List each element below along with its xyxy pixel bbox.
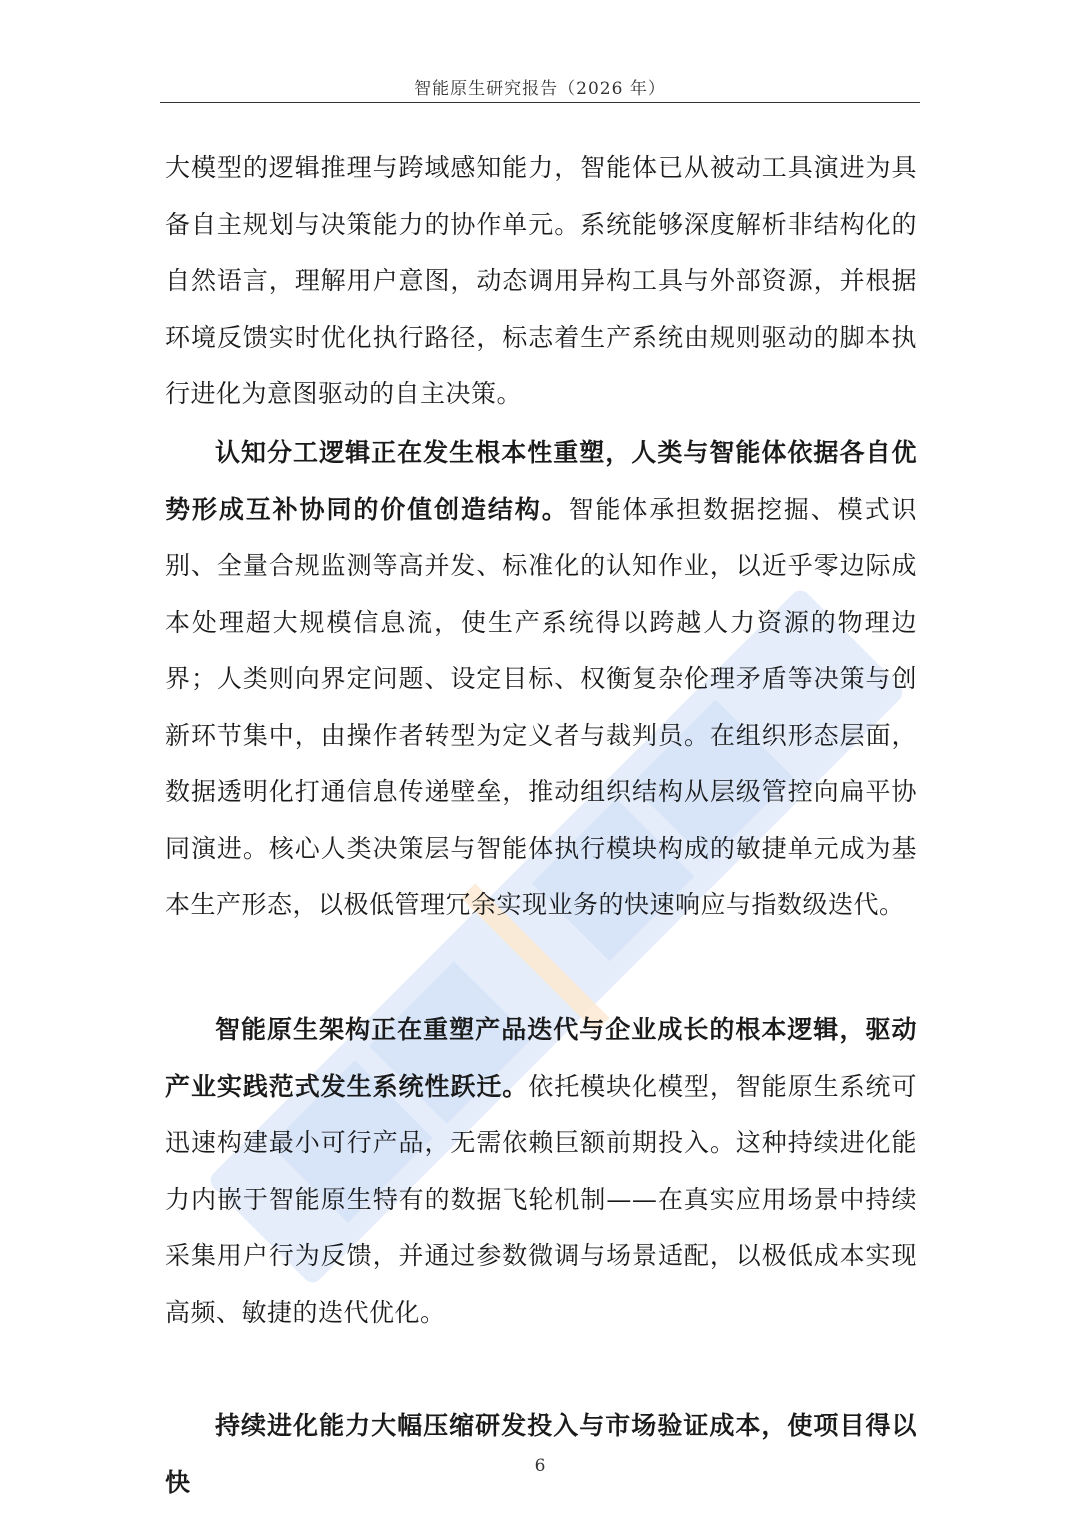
- page-number: 6: [534, 1456, 546, 1476]
- paragraph-lead: 持续进化能力大幅压缩研发投入与市场验证成本，使项目得以快: [165, 1411, 917, 1497]
- paragraph-lead: 智能原生架构正在重塑产品迭代与企业成长的根本逻辑，驱动产业实践范式发生系统性跃迁。: [165, 1015, 917, 1101]
- paragraph-agent-evolution: 大模型的逻辑推理与跨域感知能力，智能体已从被动工具演进为具备自主规划与决策能力的协作单元。系统能够深度解析非结构化的自然语言，理解用户意图，动态调用异构工具与外部资源，并根据环境反馈实时优化执行路径，标志着生产系统由规则驱动的脚本执行进化为意图驱动的自主决策。: [165, 153, 917, 408]
- paragraph-body: 智能体承担数据挖掘、模式识别、全量合规监测等高并发、标准化的认知作业，以近乎零边际成本处理超大规模信息流，使生产系统得以跨越人力资源的物理边界；人类则向界定问题、设定目标、权衡复杂伦理矛盾等决策与创新环节集中，由操作者转型为定义者与裁判员。在组织形态层面，数据透明化打通信息传递壁垒，推动组织结构从层级管控向扁平协同演进。核心人类决策层与智能体执行模块构成的敏捷单元成为基本生产形态，以极低管理冗余实现业务的快速响应与指数级迭代。: [165, 494, 917, 919]
- paragraph-cost-compression: [165, 1398, 917, 1511]
- header-divider: [160, 102, 920, 103]
- paragraph-product-iteration: [165, 1002, 917, 1341]
- running-header: 智能原生研究报告（2026 年）: [414, 79, 666, 99]
- paragraph-body: 依托模块化模型，智能原生系统可迅速构建最小可行产品，无需依赖巨额前期投入。这种持续进化能力内嵌于智能原生特有的数据飞轮机制——在真实应用场景中持续采集用户行为反馈，并通过参数微调与场景适配，以极低成本实现高频、敏捷的迭代优化。: [165, 1071, 917, 1327]
- paragraph-cognitive-division: [165, 425, 917, 934]
- paragraph-lead: 认知分工逻辑正在发生根本性重塑，人类与智能体依据各自优势形成互补协同的价值创造结构。: [165, 438, 917, 524]
